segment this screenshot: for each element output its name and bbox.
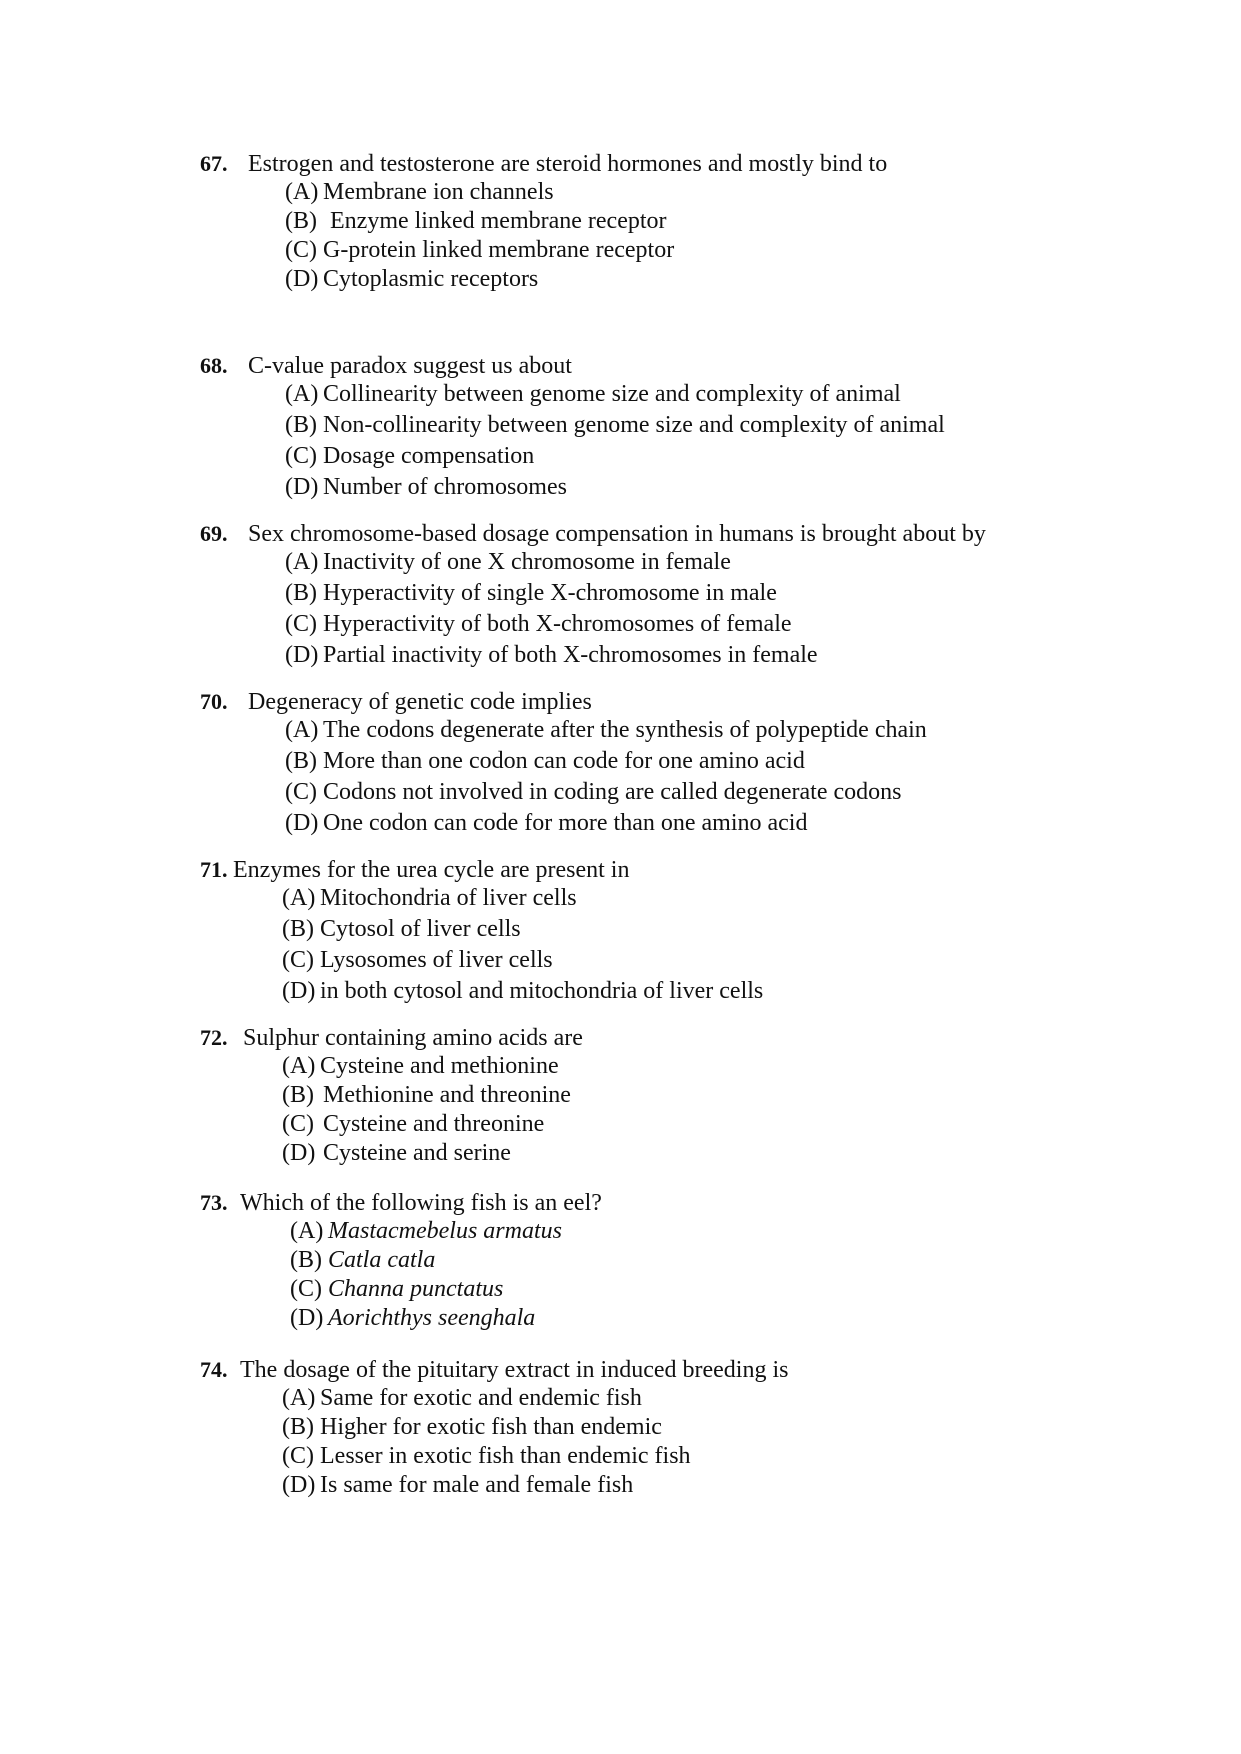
- question-stem: [0, 1024, 1100, 1052]
- option-b: [0, 1081, 1100, 1110]
- option-letter: (D): [285, 810, 319, 836]
- option-text: Partial inactivity of both X-chromosomes in female: [323, 642, 818, 668]
- option-a: [0, 1217, 1100, 1246]
- option-b: [0, 747, 1100, 778]
- option-letter: (A): [285, 381, 319, 407]
- options-list: [0, 884, 1100, 1008]
- option-c: [0, 1442, 1100, 1471]
- option-text: Methionine and threonine: [323, 1082, 571, 1108]
- option-letter: (D): [285, 642, 319, 668]
- question-69: [0, 520, 1100, 672]
- option-letter: (B): [285, 208, 317, 234]
- options-list: [0, 548, 1100, 672]
- option-b: [0, 411, 1100, 442]
- option-text: One codon can code for more than one amino acid: [323, 810, 808, 836]
- option-letter: (B): [282, 1082, 314, 1108]
- option-text: in both cytosol and mitochondria of liver cells: [320, 978, 764, 1004]
- option-letter: (D): [282, 978, 316, 1004]
- option-a: [0, 716, 1100, 747]
- options-list: [0, 1217, 1100, 1333]
- question-number: 73.: [200, 1190, 228, 1215]
- question-stem: [0, 520, 1100, 548]
- question-73: [0, 1189, 1100, 1333]
- question-stem: [0, 688, 1100, 716]
- question-text: Estrogen and testosterone are steroid hormones and mostly bind to: [248, 151, 888, 177]
- option-d: [0, 977, 1100, 1008]
- option-text: Cysteine and threonine: [323, 1111, 545, 1137]
- question-72: [0, 1024, 1100, 1168]
- question-text: Sulphur containing amino acids are: [243, 1025, 583, 1051]
- question-stem: [0, 856, 1100, 884]
- option-letter: (C): [290, 1276, 322, 1302]
- option-text: Catla catla: [328, 1247, 436, 1273]
- option-d: [0, 265, 1100, 294]
- question-68: [0, 352, 1100, 504]
- option-letter: (D): [282, 1472, 316, 1498]
- option-letter: (A): [285, 549, 319, 575]
- option-d: [0, 1139, 1100, 1168]
- option-text: Higher for exotic fish than endemic: [320, 1414, 662, 1440]
- question-text: Degeneracy of genetic code implies: [248, 689, 592, 715]
- option-letter: (C): [285, 779, 317, 805]
- question-stem: [0, 1356, 1100, 1384]
- option-c: [0, 778, 1100, 809]
- question-71: [0, 856, 1100, 1008]
- option-letter: (C): [285, 443, 317, 469]
- question-70: [0, 688, 1100, 840]
- option-letter: (C): [282, 947, 314, 973]
- question-text: Sex chromosome-based dosage compensation in humans is brought about by: [248, 521, 986, 547]
- option-c: [0, 1275, 1100, 1304]
- option-d: [0, 1304, 1100, 1333]
- option-letter: (C): [285, 611, 317, 637]
- option-letter: (D): [290, 1305, 324, 1331]
- option-text: Dosage compensation: [323, 443, 535, 469]
- option-letter: (A): [285, 179, 319, 205]
- option-text: Enzyme linked membrane receptor: [330, 208, 667, 234]
- question-number: 68.: [200, 353, 228, 378]
- question-text: C-value paradox suggest us about: [248, 353, 572, 379]
- option-text: Lysosomes of liver cells: [320, 947, 553, 973]
- option-letter: (B): [290, 1247, 322, 1273]
- option-letter: (D): [285, 266, 319, 292]
- option-a: [0, 884, 1100, 915]
- option-letter: (C): [282, 1111, 314, 1137]
- question-number: 72.: [200, 1025, 228, 1050]
- option-a: [0, 178, 1100, 207]
- option-text: Membrane ion channels: [323, 179, 554, 205]
- options-list: [0, 716, 1100, 840]
- question-stem: [0, 1189, 1100, 1217]
- option-text: Hyperactivity of single X-chromosome in male: [323, 580, 777, 606]
- option-text: Is same for male and female fish: [320, 1472, 634, 1498]
- option-d: [0, 809, 1100, 840]
- question-67: [0, 150, 1100, 294]
- option-letter: (A): [282, 885, 316, 911]
- option-text: Channa punctatus: [328, 1276, 504, 1302]
- question-number: 69.: [200, 521, 228, 546]
- option-text: Cysteine and serine: [323, 1140, 511, 1166]
- option-a: [0, 380, 1100, 411]
- option-text: G-protein linked membrane receptor: [323, 237, 675, 263]
- question-text: Which of the following fish is an eel?: [240, 1190, 602, 1216]
- option-letter: (B): [282, 916, 314, 942]
- options-list: [0, 1052, 1100, 1168]
- option-text: The codons degenerate after the synthesis of polypeptide chain: [323, 717, 927, 743]
- option-letter: (A): [282, 1053, 316, 1079]
- option-letter: (B): [285, 580, 317, 606]
- option-d: [0, 641, 1100, 672]
- question-number: 71.: [200, 857, 228, 882]
- option-text: Collinearity between genome size and complexity of animal: [323, 381, 901, 407]
- option-c: [0, 442, 1100, 473]
- option-text: Aorichthys seenghala: [328, 1305, 536, 1331]
- question-number: 74.: [200, 1357, 228, 1382]
- option-letter: (A): [290, 1218, 324, 1244]
- option-b: [0, 915, 1100, 946]
- question-74: [0, 1356, 1100, 1500]
- options-list: [0, 380, 1100, 504]
- question-text: Enzymes for the urea cycle are present in: [233, 857, 630, 883]
- option-d: [0, 1471, 1100, 1500]
- option-c: [0, 610, 1100, 641]
- option-a: [0, 1384, 1100, 1413]
- option-a: [0, 1052, 1100, 1081]
- option-letter: (A): [285, 717, 319, 743]
- option-letter: (C): [282, 1443, 314, 1469]
- option-letter: (B): [282, 1414, 314, 1440]
- option-c: [0, 236, 1100, 265]
- options-list: [0, 178, 1100, 294]
- option-text: Cytosol of liver cells: [320, 916, 521, 942]
- option-letter: (D): [285, 474, 319, 500]
- option-c: [0, 1110, 1100, 1139]
- option-a: [0, 548, 1100, 579]
- option-b: [0, 1246, 1100, 1275]
- option-letter: (A): [282, 1385, 316, 1411]
- option-letter: (C): [285, 237, 317, 263]
- question-number: 70.: [200, 689, 228, 714]
- option-text: Mastacmebelus armatus: [328, 1218, 562, 1244]
- option-text: Hyperactivity of both X-chromosomes of female: [323, 611, 792, 637]
- option-letter: (B): [285, 748, 317, 774]
- option-text: Codons not involved in coding are called degenerate codons: [323, 779, 902, 805]
- option-d: [0, 473, 1100, 504]
- option-letter: (B): [285, 412, 317, 438]
- question-text: The dosage of the pituitary extract in induced breeding is: [240, 1357, 789, 1383]
- option-b: [0, 579, 1100, 610]
- option-text: More than one codon can code for one amino acid: [323, 748, 805, 774]
- option-b: [0, 1413, 1100, 1442]
- option-text: Non-collinearity between genome size and complexity of animal: [323, 412, 945, 438]
- option-c: [0, 946, 1100, 977]
- option-text: Mitochondria of liver cells: [320, 885, 577, 911]
- option-text: Same for exotic and endemic fish: [320, 1385, 642, 1411]
- option-text: Number of chromosomes: [323, 474, 567, 500]
- question-number: 67.: [200, 151, 228, 176]
- option-text: Inactivity of one X chromosome in female: [323, 549, 731, 575]
- question-stem: [0, 352, 1100, 380]
- option-letter: (D): [282, 1140, 316, 1166]
- option-text: Lesser in exotic fish than endemic fish: [320, 1443, 691, 1469]
- question-stem: [0, 150, 1100, 178]
- options-list: [0, 1384, 1100, 1500]
- option-b: [0, 207, 1100, 236]
- option-text: Cytoplasmic receptors: [323, 266, 539, 292]
- option-text: Cysteine and methionine: [320, 1053, 559, 1079]
